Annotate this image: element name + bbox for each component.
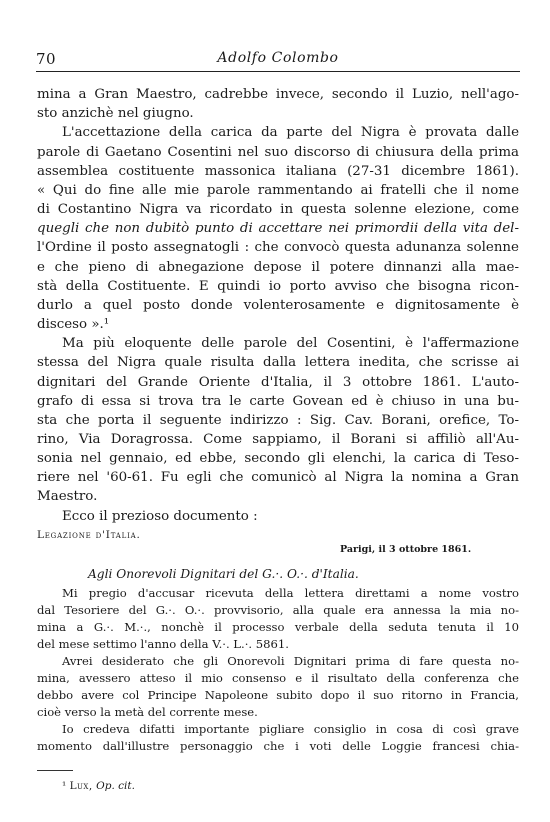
- footnote-marker: ¹: [62, 780, 67, 792]
- body-line: sto anzichè nel giugno.: [37, 106, 194, 121]
- footnote-rule: [37, 770, 73, 771]
- footnote-author: Lux,: [69, 780, 93, 792]
- body-line: Ecco il prezioso documento :: [62, 509, 258, 524]
- body-line: dignitari del Grande Oriente d'Italia, il 3 ottobre 1861. L'auto-: [37, 375, 519, 390]
- body-line: L'accettazione della carica da parte del Nigra è provata dalle: [62, 125, 519, 140]
- body-line: disceso ».¹: [37, 317, 110, 332]
- body-line: Maestro.: [37, 489, 98, 504]
- body-line: e che pieno di abnegazione depose il potere dinnanzi alla mae-: [37, 260, 519, 275]
- body-line: mina a Gran Maestro, cadrebbe invece, secondo il Luzio, nell'ago-: [37, 87, 519, 102]
- header-rule: [36, 71, 520, 72]
- letter-line: Avrei desiderato che gli Onorevoli Dignitari prima di fare questa no-: [62, 654, 519, 668]
- letter-line: debbo avere col Principe Napoleone subito dopo il suo ritorno in Francia,: [37, 688, 519, 702]
- letter-line: mina a G.·. M.·., nonchè il processo verbale della seduta tenuta il 10: [37, 620, 519, 634]
- body-line: l'Ordine il posto assegnatogli : che convocò questa adunanza solenne: [37, 240, 519, 255]
- body-line: di Costantino Nigra va ricordato in questa solenne elezione, come: [37, 202, 519, 217]
- body-line: stà della Costituente. E quindi io porto avviso che bisogna ricon-: [37, 279, 519, 294]
- body-line: rino, Via Doragrossa. Come sappiamo, il Borani si affiliò all'Au-: [37, 432, 519, 447]
- letter-line: mina, avessero atteso il mio consenso e il risultato della conferenza che: [37, 671, 519, 685]
- footnote: [62, 781, 135, 792]
- letter-date: Parigi, il 3 ottobre 1861.: [340, 544, 472, 555]
- body-line: « Qui do fine alle mie parole rammentando ai fratelli che il nome: [37, 183, 519, 198]
- body-line: durlo a quel posto donde volenterosamente e dignitosamente è: [37, 298, 519, 313]
- letter-line: del mese settimo l'anno della V.·. L.·. 5861.: [37, 637, 289, 651]
- letter-line: Mi pregio d'accusar ricevuta della lettera direttami a nome vostro: [62, 586, 519, 600]
- letter-heading: Legazione d'Italia.: [37, 529, 141, 541]
- running-title: Adolfo Colombo: [217, 50, 339, 66]
- letter-salutation: Agli Onorevoli Dignitari del G.·. O.·. d'Italia.: [88, 567, 359, 581]
- letter-line: momento dall'illustre personaggio che i voti delle Loggie francesi chia-: [37, 739, 519, 753]
- footnote-citation: Op. cit.: [96, 780, 135, 792]
- page-number: 70: [36, 50, 57, 68]
- letter-line: Io credeva difatti importante pigliare consiglio in cosa di così grave: [62, 722, 519, 736]
- body-line: Ma più eloquente delle parole del Cosentini, è l'affermazione: [62, 336, 519, 351]
- body-line: sta che porta il seguente indirizzo : Sig. Cav. Borani, orefice, To-: [37, 413, 519, 428]
- body-line: stessa del Nigra quale risulta dalla lettera inedita, che scrisse ai: [37, 355, 519, 370]
- page-header: [36, 50, 520, 72]
- body-line: grafo di essa si trova tra le carte Govean ed è chiuso in una bu-: [37, 394, 519, 409]
- body-line-italic: quegli che non dubitò punto di accettare nei primordii della vita del-: [37, 221, 519, 236]
- body-line: parole di Gaetano Cosentini nel suo discorso di chiusura della prima: [37, 145, 519, 160]
- body-line: sonia nel gennaio, ed ebbe, secondo gli elenchi, la carica di Teso-: [37, 451, 519, 466]
- letter-line: cioè verso la metà del corrente mese.: [37, 705, 258, 719]
- body-line: assemblea costituente massonica italiana (27-31 dicembre 1861).: [37, 164, 519, 179]
- letter-line: dal Tesoriere del G.·. O.·. provvisorio, alla quale era annessa la mia no-: [37, 603, 519, 617]
- body-line: riere nel '60-61. Fu egli che comunicò al Nigra la nomina a Gran: [37, 470, 519, 485]
